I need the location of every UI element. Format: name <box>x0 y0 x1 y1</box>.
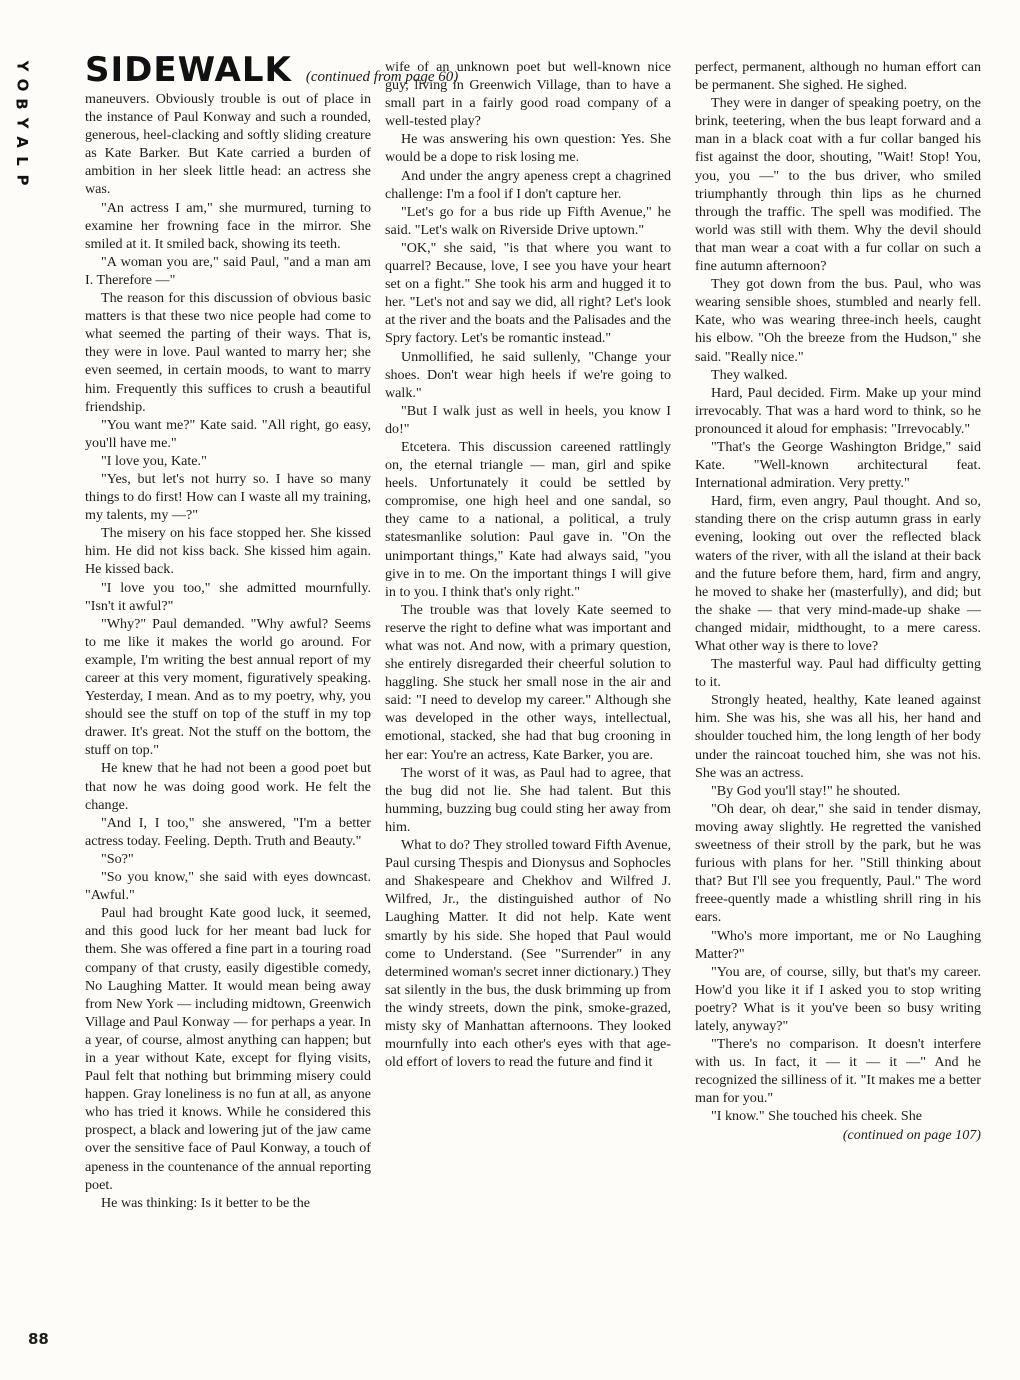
text-column-3 <box>695 58 981 1144</box>
page-number: 88 <box>28 1330 49 1348</box>
spine-letter: Y <box>13 117 31 129</box>
paragraph: "Why?" Paul demanded. "Why awful? Seems to me like it makes the world go around. For example, I'm writing the best annual report of my career at this very moment, figuratively speaking. Yesterday, I mean. And as to my poetry, why, you should see the stuff on top of the stuff in my top drawer. It's great. Not the stuff on the bottom, the stuff on top." <box>85 615 371 759</box>
article-title: SIDEWALK <box>85 50 292 90</box>
paragraph: Paul had brought Kate good luck, it seemed, and this good luck for her meant bad luck for them. She was offered a fine part in a touring road company of that crusty, easily digestible comedy, No Laughing Matter. It would mean being away from New York — including midtown, Greenwich Village and Paul Konway — for perhaps a year. In a year, of course, almost anything can happen; but in a year without Kate, except for flying visits, Paul felt that nothing but brimming misery could happen. Gray loneliness is no fun at all, as anyone who has tried it knows. While he considered this prospect, a black and lowering jut of the jaw came over the sensitive face of Paul Konway, a touch of apeness in the countenance of the annual reporting poet. <box>85 905 371 1193</box>
text-column-1 <box>85 90 371 1212</box>
paragraph: What to do? They strolled toward Fifth Avenue, Paul cursing Thespis and Dionysus and Sophocles and Shakespeare and Chekhov and Wilfred J. Wilfred, Jr., the distinguished author of No Laughing Matter. It did not help. Kate went smartly by his side. She hoped that Paul would come to Understand. (See "Surrender" in any determined woman's secret inner dictionary.) They sat silently in the bus, the dusk brimming up from the windy streets, down the pink, smoke-grazed, misty sky of Manhattan afternoons. They looked mournfully into each other's eyes with that age-old effort of lovers to read the future and find it <box>385 837 671 1071</box>
paragraph: "You are, of course, silly, but that's my career. How'd you like it if I asked you to stop writing poetry? What is it you've been so busy writing lately, anyway?" <box>695 963 981 1034</box>
paragraph: "An actress I am," she murmured, turning to examine her frowning face in the mirror. She smiled at it. It smiled back, showing its teeth. <box>85 199 371 252</box>
paragraph: wife of an unknown poet but well-known nice guy, living in Greenwich Village, than to have a small part in a fairly good road company of a well-tested play? <box>385 59 671 130</box>
paragraph: He was answering his own question: Yes. She would be a dope to risk losing me. <box>385 131 671 166</box>
paragraph: "I love you too," she admitted mournfully. "Isn't it awful?" <box>85 579 371 614</box>
paragraph: "Who's more important, me or No Laughing Matter?" <box>695 927 981 962</box>
paragraph: "By God you'll stay!" he shouted. <box>711 782 901 799</box>
paragraph: Etcetera. This discussion careened rattlingly on, the eternal triangle — man, girl and spike heels. Unfortunately it could be settled by compromise, one high heel and one sandal, so they came to a national, a political, a truly statesmanlike solution: Paul gave in. "On the unimportant things," Kate had always said, "you give in to me. On the important things I will give in to you. I think that's only right." <box>385 438 671 600</box>
paragraph: "There's no comparison. It doesn't interfere with us. In fact, it — it — it —" And he recognized the silliness of it. "It makes me a better man for you." <box>695 1036 981 1107</box>
spine-letter: O <box>12 78 31 92</box>
paragraph: And under the angry apeness crept a chagrined challenge: I'm a fool if I don't capture her. <box>385 167 671 202</box>
paragraph: maneuvers. Obviously trouble is out of place in the instance of Paul Konway and such a rounded, generous, heel-clacking and softly sliding creature as Kate Barker. But Kate carried a burden of ambition in her sleek little head: an actress she was. <box>85 91 371 198</box>
paragraph: Unmollified, he said sullenly, "Change your shoes. Don't wear high heels if we're going to walk." <box>385 348 671 401</box>
paragraph: He knew that he had not been a good poet but that now he was doing good work. He felt the change. <box>85 760 371 813</box>
paragraph: "So?" <box>101 850 134 867</box>
paragraph: They got down from the bus. Paul, who was wearing sensible shoes, stumbled and nearly fell. Kate, who was wearing three-inch heels, caught his elbow. "Oh the breeze from the Hudson," she said. "Really nice." <box>695 276 981 365</box>
spine-letter: Y <box>13 60 31 72</box>
continued-on-note: (continued on page 107) <box>842 1126 981 1143</box>
paragraph: The misery on his face stopped her. She kissed him. He did not kiss back. She kissed him again. He kissed back. <box>85 525 371 578</box>
spine-letter: B <box>13 98 31 110</box>
paragraph: Strongly heated, healthy, Kate leaned against him. She was his, she was all his, her hand and shoulder touched him, the long length of her body under the raincoat touched him, she was not his. She was an actress. <box>695 692 981 781</box>
text-column-2 <box>385 58 671 1071</box>
paragraph: perfect, permanent, although no human effort can be permanent. She sighed. He sighed. <box>695 59 981 94</box>
spine-letter: A <box>12 136 31 148</box>
paragraph: The worst of it was, as Paul had to agree, that the bug did not lie. She had talent. But this humming, buzzing bug could sting her away from him. <box>385 764 671 835</box>
paragraph: "OK," she said, "is that where you want to quarrel? Because, love, I see you have your heart set on a fight." She took his arm and hugged it to her. "Let's not and say we did, all right? Let's look at the river and the boats and the Palisades and the Spry factory. Let's be romantic instead." <box>385 239 671 347</box>
paragraph: "And I, I too," she answered, "I'm a better actress today. Feeling. Depth. Truth and Beauty." <box>85 814 371 849</box>
paragraph: He was thinking: Is it better to be the <box>101 1194 311 1211</box>
paragraph: They were in danger of speaking poetry, on the brink, teetering, when the bus leapt forward and a man in a black coat with a fur collar banged his fist against the door, shouting, "Wait! Stop! You, you, you —" to the bus driver, who smiled triumphantly through thin lips as he churned through the traffic. The spell was modified. The world was still with them. Why the devil should that man wear a coat with a fur collar on such a fine autumn afternoon? <box>695 95 981 275</box>
paragraph: "That's the George Washington Bridge," said Kate. "Well-known architectural feat. International admiration. Very pretty." <box>695 438 981 492</box>
paragraph: The trouble was that lovely Kate seemed to reserve the right to define what was important and what was not. And now, with a primary question, she entirely disregarded their cheerful solution to haggling. She stuck her small nose in the air and said: "I need to develop my career." Although she was developed in the other ways, intellectual, emotional, stacked, she had that bug crooning in her ear: You're an actress, Kate Barker, you are. <box>385 601 671 763</box>
paragraph: "I love you, Kate." <box>101 452 207 469</box>
paragraph: "A woman you are," said Paul, "and a man am I. Therefore —" <box>85 253 371 288</box>
paragraph: The reason for this discussion of obvious basic matters is that these two nice people had come to what seemed the parting of their ways. That is, they were in love. Paul wanted to marry her; she even seemed, in certain moods, to want to marry him. Frequently this suffices to crush a beautiful friendship. <box>85 290 371 415</box>
spine-letter: L <box>13 156 31 166</box>
paragraph: Hard, firm, even angry, Paul thought. And so, standing there on the crisp autumn grass in early evening, looking out over the reflected black waters of the river, with all the island at their back and the future before them, hard, firm and angry, he moved to shake her (masterfully), and did; but the shake — that very mind-made-up shake — changed midair, midthought, to a mere caress. What other way is there to love? <box>695 493 981 654</box>
paragraph: "You want me?" Kate said. "All right, go easy, you'll have me." <box>85 416 371 451</box>
paragraph: "Oh dear, oh dear," she said in tender dismay, moving away slightly. He regretted the vanished sweetness of their stroll by the park, but he was furious with plans for her. "Still thinking about that? But I'll see you frequently, Paul." The word freee-quently made a whistling shrill ring in his ears. <box>695 800 981 926</box>
paragraph: "So you know," she said with eyes downcast. "Awful." <box>85 869 371 904</box>
paragraph: The masterful way. Paul had difficulty getting to it. <box>695 656 981 691</box>
paragraph: "Let's go for a bus ride up Fifth Avenue," he said. "Let's walk on Riverside Drive uptown." <box>385 203 671 238</box>
continued-from-note: (continued from page 60) <box>305 69 459 85</box>
paragraph: "Yes, but let's not hurry so. I have so many things to do first! How can I waste all my training, my talents, my —?" <box>85 470 371 524</box>
paragraph: "But I walk just as well in heels, you know I do!" <box>385 402 671 437</box>
paragraph: They walked. <box>711 366 788 383</box>
paragraph: Hard, Paul decided. Firm. Make up your mind irrevocably. That was a hard word to think, so he pronounced it aloud for emphasis: "Irrevocably." <box>695 384 981 437</box>
spine-letter: P <box>13 174 31 186</box>
paragraph: "I know." She touched his cheek. She <box>711 1108 922 1125</box>
magazine-spine-label <box>12 58 32 188</box>
